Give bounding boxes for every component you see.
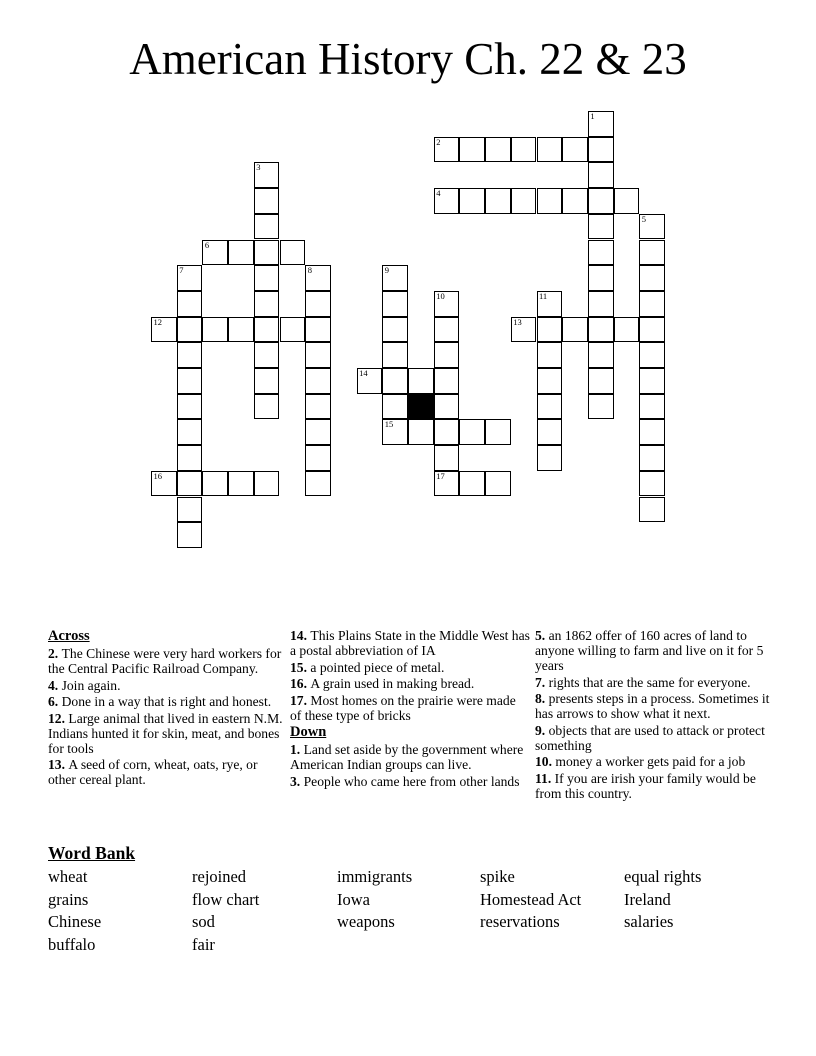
grid-cell[interactable] <box>588 265 614 291</box>
grid-cell[interactable] <box>485 188 511 214</box>
grid-cell[interactable] <box>434 342 460 368</box>
clue-text: Most homes on the prairie were made of these type of bricks <box>290 692 516 723</box>
cell-number: 11 <box>539 290 548 301</box>
cell-number: 14 <box>359 368 368 378</box>
grid-cell[interactable] <box>537 291 563 317</box>
clue-number: 10. <box>535 754 556 769</box>
cell-number: 13 <box>513 316 522 327</box>
clue-text: objects that are used to attack or protect something <box>535 722 765 753</box>
clue-down-7 <box>535 675 782 690</box>
clue-number: 16. <box>290 676 311 691</box>
grid-cell[interactable] <box>382 419 408 445</box>
grid-cell[interactable] <box>588 162 614 188</box>
grid-cell[interactable] <box>459 419 485 445</box>
cell-number: 8 <box>307 265 312 276</box>
clue-number: 2. <box>48 646 62 661</box>
grid-cell[interactable] <box>588 214 614 240</box>
cell-number: 7 <box>179 265 184 276</box>
clue-text: a pointed piece of metal. <box>310 659 445 675</box>
cell-number: 3 <box>256 162 261 173</box>
grid-cell[interactable] <box>151 471 177 497</box>
grid-cell[interactable] <box>254 162 280 188</box>
grid-cell[interactable] <box>434 445 460 471</box>
grid-cell[interactable] <box>588 188 614 214</box>
cell-number: 1 <box>590 111 595 121</box>
grid-cell[interactable] <box>305 342 331 368</box>
grid-cell[interactable] <box>485 419 511 445</box>
clue-down-5 <box>535 628 782 673</box>
grid-cell[interactable] <box>562 188 588 214</box>
grid-cell[interactable] <box>434 471 460 497</box>
clue-down-10 <box>535 754 782 769</box>
clue-text: money a worker gets paid for a job <box>555 754 746 769</box>
grid-cell[interactable] <box>382 291 408 317</box>
grid-cell[interactable] <box>485 137 511 163</box>
word-bank-item: wheat <box>48 867 88 886</box>
grid-cell[interactable] <box>639 368 665 394</box>
cell-number: 15 <box>384 419 394 430</box>
grid-cell[interactable] <box>177 522 203 548</box>
clue-down-11 <box>535 771 782 801</box>
grid-cell[interactable] <box>305 291 331 317</box>
clue-text: Large animal that lived in eastern N.M. Indians hunted it for skin, meat, and bones for tools <box>48 710 283 756</box>
grid-cell[interactable] <box>434 419 460 445</box>
clues-across-heading: Across <box>48 628 90 644</box>
clue-down-9 <box>535 723 782 753</box>
clue-across-16 <box>290 676 530 691</box>
grid-cell[interactable] <box>305 471 331 497</box>
grid-cell[interactable] <box>177 497 203 523</box>
grid-cell[interactable] <box>177 394 203 420</box>
clue-down-1 <box>290 742 530 772</box>
grid-cell[interactable] <box>177 342 203 368</box>
word-bank-item: Homestead Act <box>480 889 582 909</box>
clue-number: 1. <box>290 742 304 757</box>
word-bank-section <box>48 843 788 973</box>
clues-column-3 <box>535 628 782 802</box>
clues-down-heading: Down <box>290 724 327 740</box>
grid-cell[interactable] <box>228 317 254 343</box>
cell-number: 16 <box>153 470 162 481</box>
grid-cell[interactable] <box>254 342 280 368</box>
grid-cell[interactable] <box>511 188 537 214</box>
clue-text: A seed of corn, wheat, oats, rye, or other cereal plant. <box>48 757 258 787</box>
clue-text: presents steps in a process. Sometimes it has arrows to show what it next. <box>535 691 770 721</box>
cell-number: 10 <box>436 290 445 301</box>
word-bank-item: reservations <box>480 912 560 932</box>
grid-cell[interactable] <box>305 265 331 291</box>
clue-number: 13. <box>48 757 69 772</box>
grid-cell[interactable] <box>588 394 614 420</box>
grid-cell[interactable] <box>639 419 665 445</box>
grid-cell[interactable] <box>639 265 665 291</box>
clues-column-1 <box>48 628 285 789</box>
clue-text: If you are irish your family would be from this country. <box>535 770 756 801</box>
grid-cell[interactable] <box>151 317 177 343</box>
grid-cell[interactable] <box>382 394 408 420</box>
word-bank-list <box>48 867 788 967</box>
clue-number: 9. <box>535 722 549 738</box>
clue-number: 12. <box>48 710 69 726</box>
grid-cell[interactable] <box>614 317 640 343</box>
word-bank-item: Ireland <box>624 889 671 909</box>
grid-cell[interactable] <box>177 445 203 471</box>
clue-across-6 <box>48 694 285 709</box>
cell-number: 5 <box>641 213 647 224</box>
grid-cell[interactable] <box>357 368 383 394</box>
grid-cell[interactable] <box>408 368 434 394</box>
clue-across-13 <box>48 757 285 787</box>
grid-cell[interactable] <box>228 471 254 497</box>
grid-cell[interactable] <box>254 188 280 214</box>
word-bank-heading: Word Bank <box>48 843 136 863</box>
grid-cell[interactable] <box>254 471 280 497</box>
grid-cell[interactable] <box>459 471 485 497</box>
grid-cell[interactable] <box>639 342 665 368</box>
grid-cell[interactable] <box>639 317 665 343</box>
grid-cell[interactable] <box>588 368 614 394</box>
cell-number: 6 <box>204 239 210 250</box>
clue-across-15 <box>290 660 530 675</box>
cell-number: 2 <box>436 136 441 147</box>
grid-cell[interactable] <box>639 471 665 497</box>
clue-down-8 <box>535 691 782 721</box>
grid-cell[interactable] <box>254 240 280 266</box>
grid-cell[interactable] <box>511 137 537 163</box>
grid-cell[interactable] <box>588 317 614 343</box>
grid-cell[interactable] <box>177 471 203 497</box>
clue-text: an 1862 offer of 160 acres of land to anyone willing to farm and live on it for 5 years <box>535 628 764 673</box>
grid-cell[interactable] <box>459 188 485 214</box>
cell-number: 9 <box>384 265 390 276</box>
word-bank-item: equal rights <box>624 867 702 886</box>
clue-across-4 <box>48 678 285 693</box>
clue-number: 7. <box>535 674 549 690</box>
grid-cell[interactable] <box>537 394 563 420</box>
clue-text: rights that are the same for everyone. <box>548 674 751 690</box>
grid-cell[interactable] <box>280 240 306 266</box>
clue-text: A grain used in making bread. <box>310 676 475 691</box>
clue-text: This Plains State in the Middle West has a postal abbreviation of IA <box>290 628 530 658</box>
grid-cell[interactable] <box>537 368 563 394</box>
word-bank-item: rejoined <box>192 867 247 886</box>
clue-number: 14. <box>290 628 311 643</box>
grid-cell[interactable] <box>434 291 460 317</box>
grid-cell[interactable] <box>588 111 614 137</box>
grid-cell[interactable] <box>537 317 563 343</box>
clue-across-2 <box>48 646 285 676</box>
grid-cell[interactable] <box>305 394 331 420</box>
grid-cell[interactable] <box>254 291 280 317</box>
grid-cell[interactable] <box>382 368 408 394</box>
grid-cell[interactable] <box>588 240 614 266</box>
grid-cell[interactable] <box>305 368 331 394</box>
grid-cell[interactable] <box>459 137 485 163</box>
grid-cell[interactable] <box>202 317 228 343</box>
clue-number: 6. <box>48 694 62 709</box>
cell-number: 12 <box>153 316 162 327</box>
grid-cell[interactable] <box>254 368 280 394</box>
clue-across-17 <box>290 693 530 723</box>
grid-cell[interactable] <box>639 214 665 240</box>
grid-cell[interactable] <box>382 317 408 343</box>
grid-cell[interactable] <box>485 471 511 497</box>
grid-cell[interactable] <box>177 368 203 394</box>
grid-cell[interactable] <box>434 368 460 394</box>
grid-cell[interactable] <box>280 317 306 343</box>
grid-cell[interactable] <box>305 317 331 343</box>
clues-column-2 <box>290 628 530 790</box>
grid-cell[interactable] <box>254 265 280 291</box>
grid-cell[interactable] <box>639 497 665 523</box>
grid-cell[interactable] <box>202 240 228 266</box>
grid-cell[interactable] <box>588 137 614 163</box>
clue-down-3 <box>290 774 530 789</box>
grid-cell[interactable] <box>588 342 614 368</box>
clue-number: 11. <box>535 770 555 786</box>
word-bank-item: buffalo <box>48 934 96 954</box>
word-bank-item: Chinese <box>48 912 102 932</box>
word-bank-item: Iowa <box>337 889 370 909</box>
grid-cell[interactable] <box>382 265 408 291</box>
grid-cell[interactable] <box>434 137 460 163</box>
clue-text: Land set aside by the government where American Indian groups can live. <box>290 742 524 772</box>
grid-cell[interactable] <box>511 317 537 343</box>
grid-cell[interactable] <box>434 317 460 343</box>
grid-cell[interactable] <box>305 419 331 445</box>
grid-cell[interactable] <box>228 240 254 266</box>
clue-across-12 <box>48 711 285 756</box>
grid-cell[interactable] <box>177 317 203 343</box>
clue-number: 3. <box>290 773 304 789</box>
grid-cell[interactable] <box>434 188 460 214</box>
grid-cell[interactable] <box>177 265 203 291</box>
clue-text: The Chinese were very hard workers for the Central Pacific Railroad Company. <box>48 646 282 676</box>
grid-cell[interactable] <box>614 188 640 214</box>
clue-number: 4. <box>48 677 62 693</box>
clue-number: 15. <box>290 659 311 675</box>
grid-cell[interactable] <box>562 137 588 163</box>
grid-cell[interactable] <box>537 188 563 214</box>
clue-number: 17. <box>290 692 311 708</box>
grid-cell[interactable] <box>177 291 203 317</box>
clue-across-14 <box>290 628 530 658</box>
grid-cell[interactable] <box>588 291 614 317</box>
grid-cell[interactable] <box>254 214 280 240</box>
grid-cell[interactable] <box>639 394 665 420</box>
grid-cell[interactable] <box>408 419 434 445</box>
word-bank-item: fair <box>192 934 215 954</box>
grid-cell[interactable] <box>639 291 665 317</box>
grid-cell[interactable] <box>639 445 665 471</box>
grid-cell[interactable] <box>537 342 563 368</box>
word-bank-item: flow chart <box>192 889 260 909</box>
grid-cell[interactable] <box>202 471 228 497</box>
blocked-cell <box>408 394 434 420</box>
grid-cell[interactable] <box>537 445 563 471</box>
grid-cell[interactable] <box>434 394 460 420</box>
grid-cell[interactable] <box>305 445 331 471</box>
clue-text: Join again. <box>61 677 121 693</box>
grid-cell[interactable] <box>562 317 588 343</box>
clue-number: 8. <box>535 691 549 706</box>
clue-text: Done in a way that is right and honest. <box>61 694 272 709</box>
clue-text: People who came here from other lands <box>303 773 520 789</box>
grid-cell[interactable] <box>639 240 665 266</box>
word-bank-item: spike <box>480 867 515 886</box>
cell-number: 4 <box>436 188 441 199</box>
grid-cell[interactable] <box>177 419 203 445</box>
word-bank-item: salaries <box>624 912 674 932</box>
clue-number: 5. <box>535 628 549 643</box>
grid-cell[interactable] <box>382 342 408 368</box>
page-title: American History Ch. 22 & 23 <box>129 34 687 84</box>
grid-cell[interactable] <box>537 419 563 445</box>
word-bank-item: sod <box>192 912 215 932</box>
cell-number: 17 <box>436 470 445 481</box>
grid-cell[interactable] <box>254 317 280 343</box>
grid-cell[interactable] <box>254 394 280 420</box>
word-bank-item: grains <box>48 889 89 909</box>
word-bank-item: weapons <box>337 912 395 932</box>
grid-cell[interactable] <box>537 137 563 163</box>
word-bank-item: immigrants <box>337 867 413 886</box>
